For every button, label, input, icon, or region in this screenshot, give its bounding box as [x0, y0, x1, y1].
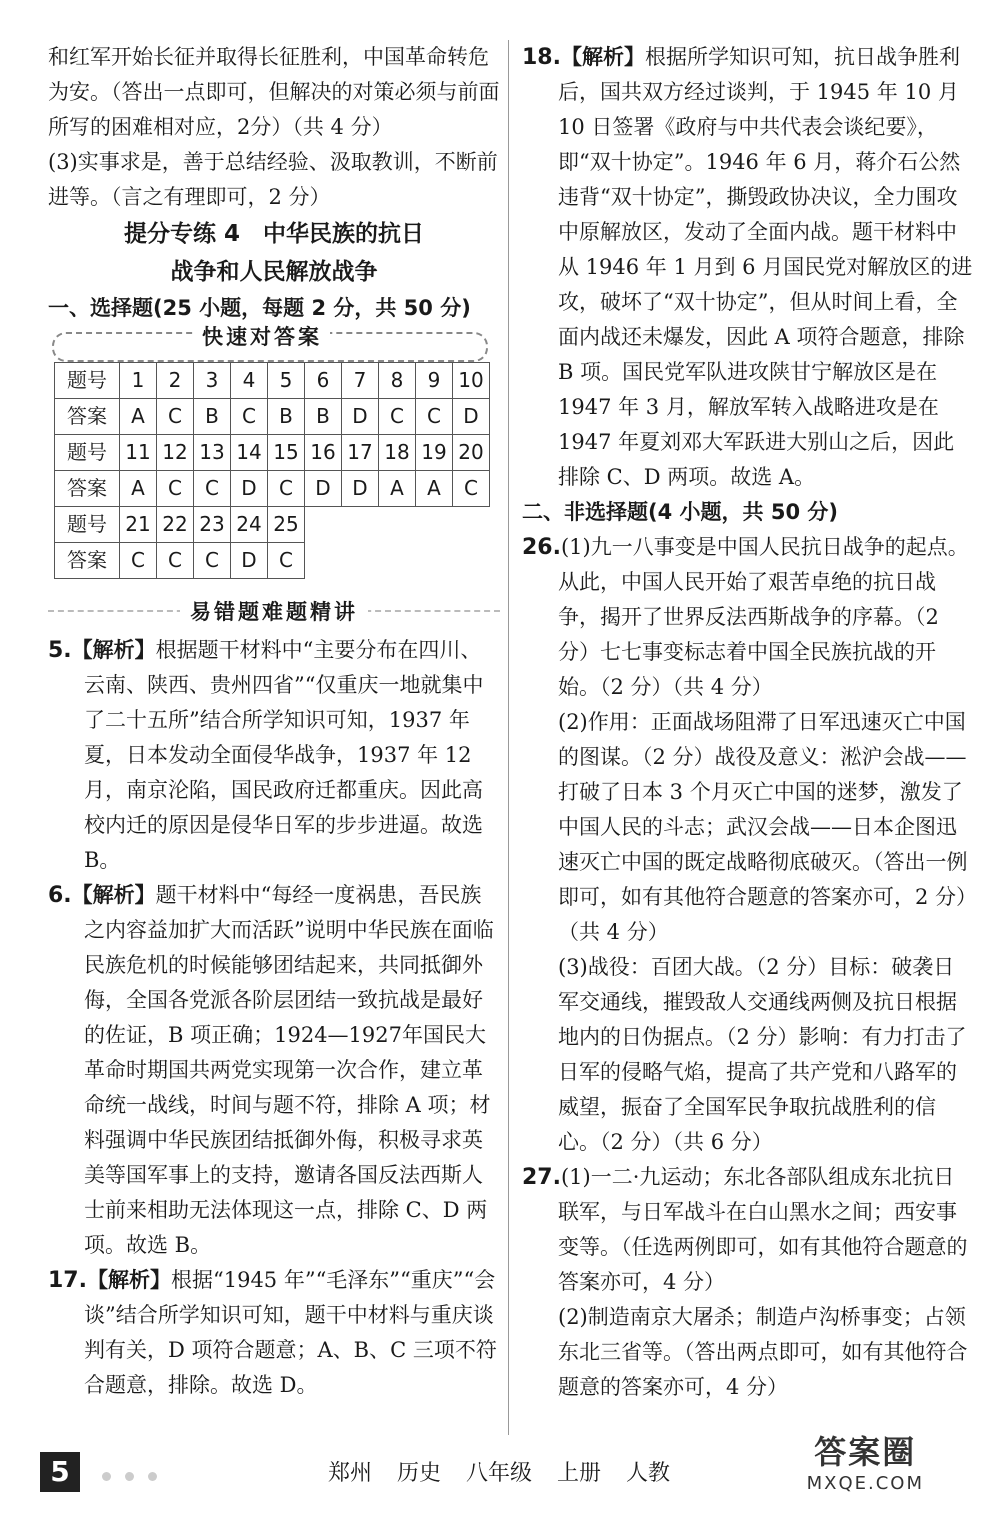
quick-answer-banner	[52, 325, 488, 362]
answer-table-answer-cell: D	[342, 471, 379, 507]
question-26-part3: (3)战役：百团大战。（2 分）目标：破袭日军交通线，摧毁敌人交通线两侧及抗日根据地内的日伪据点。（2 分）影响：有力打击了日军的侵略气焰，提高了共产党和八路军的威望，振奋了全国军民争取抗战胜利的信心。（2 分）（共 6 分）	[558, 955, 967, 1154]
answer-table-answer-cell: C	[157, 399, 194, 435]
answer-table-answer-cell: C	[268, 471, 305, 507]
explanation-text: 根据题干材料中“主要分布在四川、云南、陕西、贵州四省”“仅重庆一地就集中了二十五所”结合所学知识可知，1937 年夏，日本发动全面侵华战争，1937 年 12 月，南京沦陷，国民政府迁都重庆。因此高校内迁的原因是侵华日军的步步进逼。故选 B。	[84, 638, 484, 872]
answer-table-number-row	[55, 435, 490, 471]
answer-table-answer-row	[55, 471, 490, 507]
answer-table-answer-cell: D	[305, 471, 342, 507]
answer-table-answer-cell: B	[194, 399, 231, 435]
answer-table-number-cell: 9	[416, 363, 453, 399]
question-number: 6.	[48, 883, 72, 908]
watermark-url: MXQE.COM	[806, 1473, 924, 1494]
question-5-explanation	[48, 633, 500, 878]
analysis-tag: 【解析】	[560, 45, 645, 69]
answer-text: (1)九一八事变是中国人民抗日战争的起点。从此，中国人民开始了艰苦卓绝的抗日战争，揭开了世界反法西斯战争的序幕。（2 分）七七事变标志着中国全民族抗战的开始。（2 分）（共 4 分）	[558, 535, 969, 699]
analysis-tag: 【解析】	[71, 883, 156, 907]
answer-table-number-cell: 11	[120, 435, 157, 471]
answer-table-answer-cell: C	[194, 543, 231, 579]
answer-table-row-label: 题号	[55, 363, 120, 399]
answer-table-number-cell: 15	[268, 435, 305, 471]
question-27-part2: (2)制造南京大屠杀；制造卢沟桥事变；占领东北三省等。（答出两点即可，如有其他符合题意的答案亦可，4 分）	[558, 1305, 968, 1399]
answer-table-answer-cell: B	[305, 399, 342, 435]
answer-table-number-cell: 23	[194, 507, 231, 543]
question-17-explanation	[48, 1263, 500, 1403]
answer-table-answer-cell: A	[379, 471, 416, 507]
question-number: 26.	[522, 535, 561, 560]
page-footer	[40, 1433, 960, 1494]
nonchoice-section-heading: 二、非选择题(4 小题，共 50 分)	[522, 500, 838, 524]
answer-table-number-cell: 20	[453, 435, 490, 471]
answer-table-answer-cell: C	[268, 543, 305, 579]
answer-table	[54, 362, 490, 579]
answer-table-number-cell: 3	[194, 363, 231, 399]
continuation-paragraph-3: (3)实事求是，善于总结经验、汲取教训，不断前进等。（言之有理即可，2 分）	[48, 150, 498, 209]
answer-text: (1)一二·九运动；东北各部队组成东北抗日联军，与日军战斗在白山黑水之间；西安事变等。（任选两例即可，如有其他符合题意的答案亦可，4 分）	[558, 1165, 968, 1294]
quick-answer-label: 快速对答案	[194, 320, 330, 355]
answer-table-answer-cell: C	[157, 471, 194, 507]
answer-table-row-label: 题号	[55, 435, 120, 471]
answer-table-answer-cell: C	[379, 399, 416, 435]
page-number: 5	[40, 1452, 80, 1492]
explanation-text: 题干材料中“每经一度祸患，吾民族之内容益加扩大而活跃”说明中华民族在面临民族危机的时候能够团结起来，共同抵御外侮，全国各党派各阶层团结一致抗战是最好的佐证，B 项正确；1924—1927年国民大革命时期国共两党实现第一次合作，建立革命统一战线，时间与题不符，排除 A 项；材料强调中华民族团结抵御外侮，积极寻求英美等国军事上的支持，邀请各国反法西斯人士前来相助无法体现这一点，排除 C、D 两项。故选 B。	[84, 883, 494, 1257]
answer-table-number-cell: 5	[268, 363, 305, 399]
analysis-tag: 【解析】	[71, 638, 156, 662]
answer-table-number-cell: 7	[342, 363, 379, 399]
question-number: 27.	[522, 1165, 561, 1190]
analysis-tag: 【解析】	[86, 1268, 171, 1292]
answer-table-number-cell: 17	[342, 435, 379, 471]
answer-table-number-row	[55, 507, 490, 543]
decorative-dots	[102, 1466, 171, 1485]
question-6-explanation	[48, 878, 500, 1263]
answer-table-answer-cell: C	[453, 471, 490, 507]
question-26-part1	[522, 530, 974, 705]
answer-table-answer-cell: A	[120, 471, 157, 507]
answer-table-answer-cell: C	[231, 399, 268, 435]
answer-table-answer-cell: A	[120, 399, 157, 435]
answer-table-answer-cell: D	[453, 399, 490, 435]
answer-table-number-cell: 12	[157, 435, 194, 471]
answer-table-number-cell: 19	[416, 435, 453, 471]
explanation-text: 根据所学知识可知，抗日战争胜利后，国共双方经过谈判，于 1945 年 10 月 10 日签署《政府与中共代表会谈纪要》，即“双十协定”。1946 年 6 月，蒋介石公然违背“双十协定”，撕毁政协决议，全力围攻中原解放区，发动了全面内战。题干材料中从 1946 年 1 月到 6 月国民党对解放区的进攻，破坏了“双十协定”，但从时间上看，全面内战还未爆发，因此 A 项符合题意，排除 B 项。国民党军队进攻陕甘宁解放区是在 1947 年 3 月，解放军转入战略进攻是在 1947 年夏刘邓大军跃进大别山之后，因此排除 C、D 两项。故选 A。	[558, 45, 973, 489]
question-27-part1	[522, 1160, 974, 1300]
answer-table-answer-cell: A	[416, 471, 453, 507]
question-number: 5.	[48, 638, 72, 663]
answer-table-number-cell: 24	[231, 507, 268, 543]
answer-table-row-label: 答案	[55, 399, 120, 435]
choice-section-heading: 一、选择题(25 小题，每题 2 分，共 50 分)	[48, 296, 471, 320]
answer-table-answer-row	[55, 543, 490, 579]
answer-table-number-cell: 14	[231, 435, 268, 471]
section-title-line1: 提分专练 4 中华民族的抗日	[123, 221, 424, 247]
explanation-text: 根据“1945 年”“毛泽东”“重庆”“会谈”结合所学知识可知，题干中材料与重庆谈判有关，D 项符合题意；A、B、C 三项不符合题意，排除。故选 D。	[84, 1268, 497, 1397]
question-number: 18.	[522, 45, 561, 70]
answer-table-number-cell: 25	[268, 507, 305, 543]
answer-table-number-cell: 1	[120, 363, 157, 399]
answer-table-number-cell: 6	[305, 363, 342, 399]
right-column	[522, 40, 974, 1405]
answer-table-row-label: 答案	[55, 543, 120, 579]
answer-table-answer-cell: D	[342, 399, 379, 435]
answer-table-number-row	[55, 363, 490, 399]
watermark-title: 答案圈	[814, 1433, 917, 1471]
question-number: 17.	[48, 1268, 87, 1293]
question-18-explanation	[522, 40, 974, 495]
section-title	[48, 215, 500, 291]
answer-table-answer-cell: C	[157, 543, 194, 579]
answer-table-number-cell: 18	[379, 435, 416, 471]
answer-table-number-cell: 4	[231, 363, 268, 399]
column-divider	[508, 40, 509, 1435]
answer-table-answer-cell: C	[194, 471, 231, 507]
error-explain-banner	[48, 595, 500, 627]
answer-table-number-cell: 10	[453, 363, 490, 399]
answer-table-row-label: 答案	[55, 471, 120, 507]
answer-table-number-cell: 21	[120, 507, 157, 543]
answer-table-number-cell: 8	[379, 363, 416, 399]
answer-table-answer-cell: C	[416, 399, 453, 435]
question-26-part2: (2)作用：正面战场阻滞了日军迅速灭亡中国的图谋。（2 分）战役及意义：淞沪会战——打破了日本 3 个月灭亡中国的迷梦，激发了中国人民的斗志；武汉会战——日本企图迅速灭亡中国的既定战略彻底破灭。（答出一例即可，如有其他符合题意的答案亦可，2 分）（共 4 分）	[558, 710, 968, 944]
answer-table-answer-row	[55, 399, 490, 435]
answer-table-answer-cell: D	[231, 471, 268, 507]
answer-table-row-label: 题号	[55, 507, 120, 543]
answer-table-number-cell: 22	[157, 507, 194, 543]
left-column	[48, 40, 500, 1403]
section-title-line2: 战争和人民解放战争	[170, 259, 378, 285]
continuation-paragraph: 和红军开始长征并取得长征胜利，中国革命转危为安。（答出一点即可，但解决的对策必须与前面所写的困难相对应，2分）（共 4 分）	[48, 45, 500, 139]
watermark-logo	[807, 1427, 924, 1494]
answer-table-answer-cell: C	[120, 543, 157, 579]
footer-book-info: 郑州 历史 八年级 上册 人教	[328, 1461, 670, 1486]
answer-table-answer-cell: D	[231, 543, 268, 579]
answer-table-number-cell: 2	[157, 363, 194, 399]
error-explain-label: 易错题难题精讲	[180, 600, 368, 624]
answer-table-number-cell: 16	[305, 435, 342, 471]
answer-table-number-cell: 13	[194, 435, 231, 471]
answer-table-answer-cell: B	[268, 399, 305, 435]
